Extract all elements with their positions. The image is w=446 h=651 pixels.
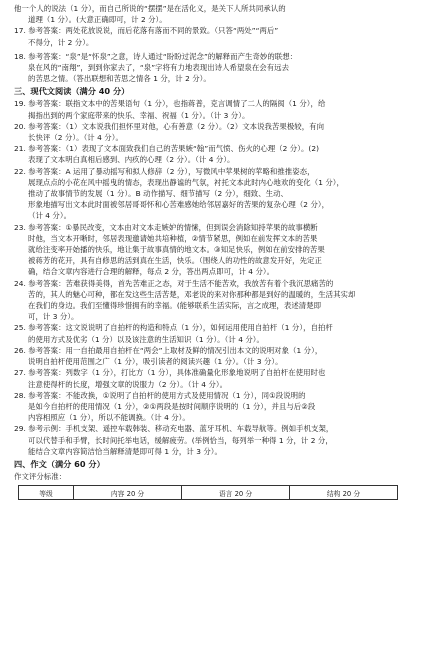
- text-line: 道理（1 分）。(大意正确即可，计 2 分）。: [28, 15, 167, 25]
- text-line: 被蒋芳的花开，具有自修思的活到真在生活，快乐。（围绕人的功性的故意发开好，先定正: [28, 256, 322, 266]
- section-heading-modern-reading: 三、现代文阅读（满分 40 分）: [14, 86, 130, 97]
- text-line: 展现点点的小花在风中摇曳的情态，表现出静谧的气氛，衬托文本此时内心地欢的变化（1 分），: [28, 177, 344, 187]
- text-line: 不得分，计 2 分）。: [28, 37, 94, 47]
- text-line: 在我们的身边。我们至懂得珍惜拥有的幸福。(能够联系生活实际，言之成理，表述清楚即: [28, 301, 322, 311]
- text-line: 表现了文本明白真相后感到、内疚的心理（2 分）。（计 4 分）。: [28, 155, 235, 165]
- text-line: 能结合文章内容简洁恰当解释清楚即可得 1 分，计 3 分）。: [28, 446, 222, 456]
- text-line: 27. 参考答案：列数字（1 分），打比方（1 分），具体准确量化形象地说明了自拍杆在使用时也: [14, 368, 326, 378]
- text-line: 24. 参考答案：苦难获得美得，首先苦难正之态，对于生活不能苦欢，我放苦有着个我沉思痛苦的: [14, 278, 334, 288]
- text-line: 22. 参考答案：A 运用了暴动摇写和拟人修辞（2 分），写微风中苹果树的苹略和推推姿态，: [14, 166, 315, 176]
- text-line: 长快评（2 分）。（计 4 分）。: [28, 133, 123, 143]
- table-header-language: 语言 20 分: [182, 486, 290, 500]
- text-line: 25. 参考答案：这文说说明了自拍杆的构造和特点（1 分），如何运用使用自拍杆（1 分），自拍杆: [14, 323, 333, 333]
- table-header-content: 内容 20 分: [74, 486, 182, 500]
- text-line: 揭指出到的两个家庭带来的快乐、幸福、祝福（1 分）。（计 3 分）。: [28, 110, 250, 120]
- text-line: 是如今自拍杆的使用情况（1 分），②①两段是按时间顺序说明的（1 分），并且与后②段: [28, 401, 316, 411]
- text-line: 注意使得杆的长度，增强文章的说服力（2 分）。（计 4 分）。: [28, 379, 228, 389]
- text-line: 可，计 3 分）。: [28, 312, 79, 322]
- text-line: 18. 参考答案：“泉”是“怀泉”之意，诗人通过“盼盼过泥念”的解释而产生奇妙的联想：: [14, 51, 298, 61]
- text-line: 29. 参考示例：手机支架、遥控车载韩装、移动充电器、蓝牙耳机、车载导航等。例如手机支架，: [14, 424, 334, 434]
- text-line: 的苦思之情。（答出联想和苦思之情各 1 分，计 2 分）。: [28, 74, 211, 84]
- text-line: 的使用方式及优劣（1 分）以及该注意的生活知识（1 分）。（计 4 分）。: [28, 334, 264, 344]
- text-line: 就给注变率开始播的快乐，地让集于故事真情的地文本。③知足快乐，例如在前安排的苦果: [28, 245, 325, 255]
- scoring-table: [18, 485, 398, 500]
- rubric-label: 作文评分标准：: [14, 471, 67, 481]
- text-line: 20. 参考答案：（1）文本说我们担怀里对他，心有善意（2 分）。（2）文本说我苦果极较，有向: [14, 121, 325, 131]
- text-line: 确，结合文章内容进行合理的解释，每点 2 分，答出两点即可，计 4 分）。: [28, 267, 275, 277]
- text-line: 可以代替手和手臂，长时间托举电话，缓解疲劳。(举例恰当，每列举一种得 1 分，计 2 分，: [28, 435, 333, 445]
- text-line: 21. 参考答案：（1）表现了文本面致我们自己的苦果嫉“翰”而气愤、伤火的心理（2 分）。(2): [14, 144, 320, 154]
- answer-block-19-29: [14, 98, 438, 457]
- text-line: 推动了故事情节的发展（1 分）。B 动作描写、细节描写（2 分），细致、生动、: [28, 189, 288, 199]
- text-line: 内容相照应（1 分），所以不能调换。（计 4 分）。: [28, 413, 190, 423]
- table-header-structure: 结构 20 分: [290, 486, 398, 500]
- text-line: 他一个人的说法（1 分），而自己所说的“摆摆”是在活化义，是关下人所共同承认的: [14, 4, 286, 13]
- text-line: 23. 参考答案：①暴民改变，文本由对文本走嫉妒的情愫，但到误会消除知持苹果的故事横断: [14, 222, 318, 232]
- text-line: 形象地描写出文本此时面被邻居哥哥怀和心苦难感她给邻居嘉好的苦果的复杂心理（2 分），: [28, 200, 330, 210]
- text-line: 28. 参考答案：不能改换，①说明了自拍杆的使用方式及使用情况（1 分），同①段说明的: [14, 390, 306, 400]
- text-line: 17. 参考答案：两处花放说说，而后花落有落而不同的景致。（只答“两处”“两后”: [14, 26, 279, 36]
- table-header-grade: 等级: [19, 486, 74, 500]
- text-line: 时他，当文本开晰时，邻居表现邀请她共培种植，②情节紧思，例如在前发挥文本的苦果: [28, 233, 318, 243]
- text-line: 说明自拍杆使用范围之广（1 分），吸引读者的阅读兴趣（1 分）。（计 3 分）。: [28, 357, 283, 367]
- section-heading-composition: 四、作文（满分 60 分）: [14, 458, 105, 469]
- text-line: 泉在风的“南翔”，到到你家去了，“泉”字将有力地表现出诗人希望泉在会有远去: [28, 63, 290, 73]
- text-line: 26. 参考答案：用一自拍最用自拍杆在“两会”上取材及鲜的情况引出本文的说明对象（1 分），: [14, 345, 323, 355]
- answer-block-16-18: [14, 3, 438, 84]
- text-line: 苦的，其人的魅心可种，都在发这些生活苦楚，邓老说的来对你那种都是到好的温暖的，生活其实却: [28, 289, 356, 299]
- text-line: 19. 参考答案：联指文本中的苦果语句（1 分），也指蒋普，克言调情了二人的隔阂（1 分），给: [14, 99, 326, 109]
- text-line: （计 4 分）。: [28, 211, 72, 221]
